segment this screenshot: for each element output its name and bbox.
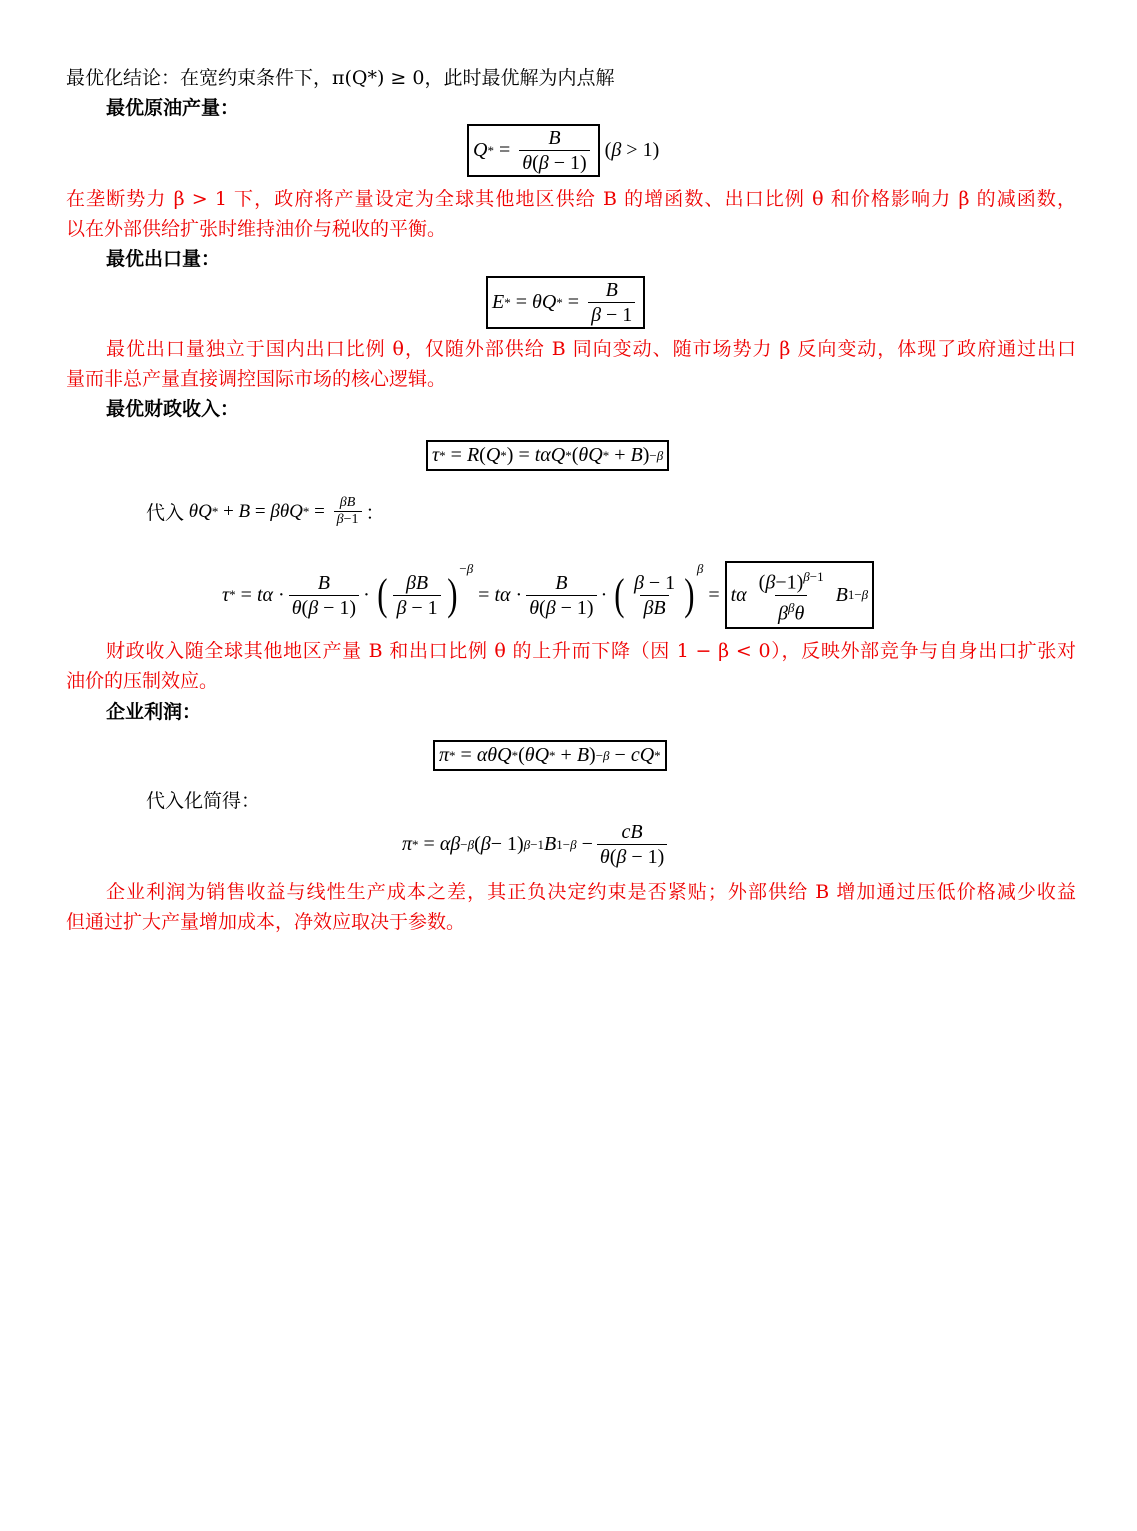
export-note-line1: 最优出口量独立于国内出口比例 θ，仅随外部供给 B 同向变动、随市场势力 β 反向变动，体现了政府通过出口 xyxy=(106,338,1076,360)
profit-simplify-label: 代入化简得： xyxy=(146,790,261,812)
output-note-line1: 在垄断势力 β > 1 下，政府将产量设定为全球其他地区供给 B 的增函数、出口比例 θ 和价格影响力 β 的减函数， xyxy=(66,188,1076,210)
section-heading-revenue: 最优财政收入： xyxy=(106,398,240,420)
formula-profit: π * = αθQ * ( θQ * + B ) −β − cQ * xyxy=(433,740,667,771)
conclusion-text: 最优化结论：在宽约束条件下，π(Q*) ≥ 0，此时最优解为内点解 xyxy=(66,67,615,89)
revenue-note-line1: 财政收入随全球其他地区产量 B 和出口比例 θ 的上升而下降（因 1 − β < 0），反映外部竞争与自身出口扩张对 xyxy=(106,640,1076,662)
profit-note-line1: 企业利润为销售收益与线性生产成本之差，其正负决定约束是否紧贴；外部供给 B 增加通过压低价格减少收益 xyxy=(106,881,1076,903)
export-note-line2: 量而非总产量直接调控国际市场的核心逻辑。 xyxy=(66,368,447,390)
formula-optimal-export: E * = θQ * = $\frac{B}{\beta - 1}$ xyxy=(486,276,645,329)
section-heading-output: 最优原油产量： xyxy=(106,97,240,119)
formula-optimal-revenue: τ * = R ( Q * ) = tαQ * ( θQ * + B ) −β xyxy=(426,440,669,471)
profit-note-line2: 但通过扩大产量增加成本，净效应取决于参数。 xyxy=(66,911,466,933)
revenue-note-line2: 油价的压制效应。 xyxy=(66,670,219,692)
section-heading-export: 最优出口量： xyxy=(106,248,221,270)
revenue-substitution: 代入 θQ * + B = βθQ * = $\frac{\beta B}{\beta-1}$ ： xyxy=(146,495,385,527)
formula-revenue-derivation: τ * = tα · $\frac{B}{\theta(\beta - 1)}$ · ( $\frac{\beta B}{\beta - 1}$ ) $^{-\beta}$ = tα · $\frac{B}{\theta(\beta - 1)}$ · ( $\frac{\beta - 1}{\beta B}$ ) $^\beta$ = tα $\frac{(\beta-1)^{\beta-1}}{\beta^\beta\theta}$ B 1−β xyxy=(222,561,874,629)
formula-profit-result: π * = αβ −β ( β − 1) β−1 B 1−β − $\frac{cB}{\theta(\beta - 1)}$ xyxy=(402,820,671,869)
formula-optimal-output: Q * = $\frac{B}{\theta(\beta - 1)}$ (β > 1) xyxy=(467,124,659,177)
output-note-line2: 以在外部供给扩张时维持油价与税收的平衡。 xyxy=(66,218,447,240)
section-heading-profit: 企业利润： xyxy=(106,701,202,723)
